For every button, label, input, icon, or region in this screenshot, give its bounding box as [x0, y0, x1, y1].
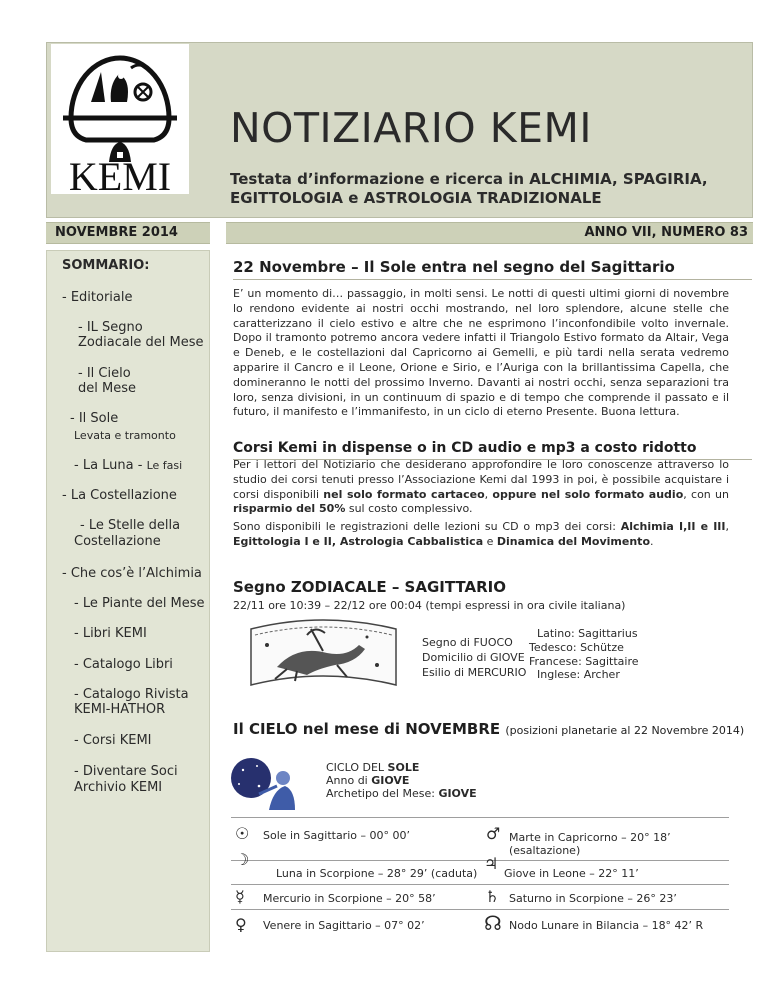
sidebar-item-luna-sub: Le fasi	[146, 459, 183, 472]
sidebar-item-luna[interactable]	[74, 458, 182, 474]
sidebar-item-archivio[interactable]: Archivio KEMI	[74, 780, 163, 795]
mercury-icon: ☿	[235, 887, 245, 906]
jupiter-icon: ♃	[484, 854, 499, 873]
table-rule	[231, 909, 729, 910]
sidebar-item-stelle-cont[interactable]: Costellazione	[74, 534, 161, 549]
sign-german: Tedesco: Schütze	[529, 641, 624, 654]
corsi-body-1	[233, 458, 729, 517]
ciclo-value: SOLE	[387, 761, 420, 774]
cielo-title-text: Il CIELO nel mese di NOVEMBRE	[233, 720, 501, 738]
sidebar-item-cielo-cont[interactable]: del Mese	[78, 381, 136, 396]
newsletter-title: NOTIZIARIO KEMI	[230, 104, 592, 152]
corsi-highlight: nel solo formato cartaceo	[323, 487, 485, 501]
sidebar-item-soci[interactable]: - Diventare Soci	[74, 764, 178, 779]
lunar-node-icon: ☊	[484, 911, 502, 935]
sun-icon: ☉	[235, 824, 250, 843]
kemi-logo	[51, 44, 189, 194]
planet-venus: Venere in Sagittario – 07° 02’	[263, 919, 425, 932]
course-name: Dinamica del Movimento	[496, 534, 650, 548]
sign-latin: Latino: Sagittarius	[537, 627, 638, 640]
sidebar-item-luna-label: - La Luna -	[74, 458, 143, 473]
sign-exile: Esilio di MERCURIO	[422, 666, 527, 679]
archetipo-value: GIOVE	[438, 787, 477, 800]
sidebar-item-segno-cont[interactable]: Zodiacale del Mese	[78, 335, 204, 350]
mars-icon: ♂	[486, 824, 501, 843]
corsi-body-2	[233, 520, 729, 550]
sidebar-item-stelle[interactable]: - Le Stelle della	[80, 518, 181, 533]
corsi-text: Per i lettori del Notiziario che desiderano approfondire le loro conoscenze attraverso lo studio dei corsi tenuti presso l’Associazione Kemi dal 1993 in poi, è possibile acquistare i corsi disponibili	[233, 458, 729, 501]
svg-text:KEMI: KEMI	[68, 154, 172, 194]
corsi-text: ,	[484, 487, 493, 501]
corsi-text: e	[483, 534, 497, 548]
corsi-text: .	[650, 534, 654, 548]
sidebar-item-costellazione[interactable]: - La Costellazione	[62, 488, 177, 503]
cielo-title	[233, 720, 744, 738]
sidebar-item-libri-kemi[interactable]: - Libri KEMI	[74, 626, 147, 641]
archetipo-line	[326, 787, 477, 800]
issue-number: ANNO VII, NUMERO 83	[226, 222, 753, 244]
sidebar-item-editoriale[interactable]: - Editoriale	[62, 290, 133, 305]
jupiter-illustration	[229, 756, 299, 811]
corsi-text: sul costo complessivo.	[345, 502, 473, 516]
ciclo-label: CICLO DEL	[326, 761, 388, 774]
sign-french: Francese: Sagittaire	[529, 655, 639, 668]
course-name: Egittologia I e II, Astrologia Cabbalistica	[233, 534, 484, 548]
editorial-title: 22 Novembre – Il Sole entra nel segno del Sagittario	[233, 258, 675, 276]
sidebar-item-sole[interactable]: - Il Sole	[70, 411, 119, 426]
planet-mars: Marte in Capricorno – 20° 18’ (esaltazione)	[509, 831, 671, 857]
cielo-note: (posizioni planetarie al 22 Novembre 2014)	[505, 724, 745, 737]
corsi-text: ,	[725, 520, 729, 533]
table-rule	[231, 884, 729, 885]
archetipo-label: Archetipo del Mese:	[326, 787, 439, 800]
planet-sun: Sole in Sagittario – 00° 00’	[263, 829, 410, 842]
sagittarius-illustration	[247, 615, 400, 689]
planet-saturn: Saturno in Scorpione – 26° 23’	[509, 892, 677, 905]
sidebar-item-catalogo-libri[interactable]: - Catalogo Libri	[74, 657, 173, 672]
sidebar-item-piante[interactable]: - Le Piante del Mese	[74, 596, 205, 611]
sign-english: Inglese: Archer	[537, 668, 620, 681]
table-rule	[231, 817, 729, 818]
corsi-text: Sono disponibili le registrazioni delle lezioni su CD o mp3 dei corsi:	[233, 520, 621, 533]
anno-value: GIOVE	[371, 774, 410, 787]
issue-date: NOVEMBRE 2014	[46, 222, 210, 244]
planet-mercury: Mercurio in Scorpione – 20° 58’	[263, 892, 436, 905]
sommario-heading: SOMMARIO:	[62, 258, 150, 273]
divider	[233, 279, 752, 280]
sidebar-item-sole-cont[interactable]: Levata e tramonto	[74, 429, 176, 442]
planet-jupiter: Giove in Leone – 22° 11’	[504, 867, 639, 880]
venus-icon: ♀	[235, 915, 247, 934]
sign-dates: 22/11 ore 10:39 – 22/12 ore 00:04 (tempi espressi in ora civile italiana)	[233, 599, 626, 612]
kemi-logo-text	[69, 154, 171, 194]
planet-lunar-node: Nodo Lunare in Bilancia – 18° 42’ R	[509, 919, 704, 932]
anno-label: Anno di	[326, 774, 372, 787]
sign-element: Segno di FUOCO	[422, 636, 513, 649]
sign-domicile: Domicilio di GIOVE	[422, 651, 525, 664]
table-rule	[231, 860, 729, 861]
editorial-body: E’ un momento di… passaggio, in molti sensi. Le notti di questi ultimi giorni di novembre lo rendono evidente ai nostri occhi mostrando, nel loro splendore, alcune stelle che caratterizzano il cielo estivo e altre che ne esprimono l’inconfondibile volto invernale. Dopo il tramonto potremo ancora vedere infatti il Triangolo Estivo formato da Altair, Vega e Deneb, e le costellazioni dal Capricorno ai Gemelli, e più tardi nella serata vedremo apparire il Cancro e il Leone, Orione e Sirio, e l’Auriga con la brillantissima Capella, che domineranno le notti del prossimo Inverno. Davanti ai nostri occhi, senza separazioni tra loro, senza divisioni, in un continuum di spazio e di tempo che comprende il passato e il futuro, il manifesto e l’immanifesto, in un ciclo di eterno Presente. Buona lettura.	[233, 287, 729, 419]
sidebar-item-catalogo-rivista[interactable]: - Catalogo Rivista	[74, 687, 189, 702]
course-name: Alchimia I,II e III	[620, 520, 726, 533]
corsi-highlight: risparmio del 50%	[233, 502, 346, 516]
corsi-title: Corsi Kemi in dispense o in CD audio e mp3 a costo ridotto	[233, 440, 697, 456]
corsi-highlight: oppure nel solo formato audio	[492, 487, 684, 501]
anno-line	[326, 774, 409, 787]
sidebar-item-alchimia[interactable]: - Che cos’è l’Alchimia	[62, 566, 202, 581]
moon-icon: ☽	[235, 850, 250, 869]
sidebar-item-cielo[interactable]: - Il Cielo	[78, 366, 131, 381]
newsletter-subtitle: Testata d’informazione e ricerca in ALCHIMIA, SPAGIRIA, EGITTOLOGIA e ASTROLOGIA TRADIZIONALE	[230, 170, 708, 207]
sidebar-item-corsi[interactable]: - Corsi KEMI	[74, 733, 152, 748]
corsi-text: , con un	[683, 487, 729, 501]
ciclo-line	[326, 761, 419, 774]
saturn-icon: ♄	[485, 887, 500, 906]
sign-title: Segno ZODIACALE – SAGITTARIO	[233, 578, 506, 596]
sidebar-item-catalogo-rivista-cont[interactable]: KEMI-HATHOR	[74, 702, 166, 717]
sidebar-item-segno[interactable]: - IL Segno	[78, 320, 143, 335]
planet-moon: Luna in Scorpione – 28° 29’ (caduta)	[276, 867, 478, 880]
